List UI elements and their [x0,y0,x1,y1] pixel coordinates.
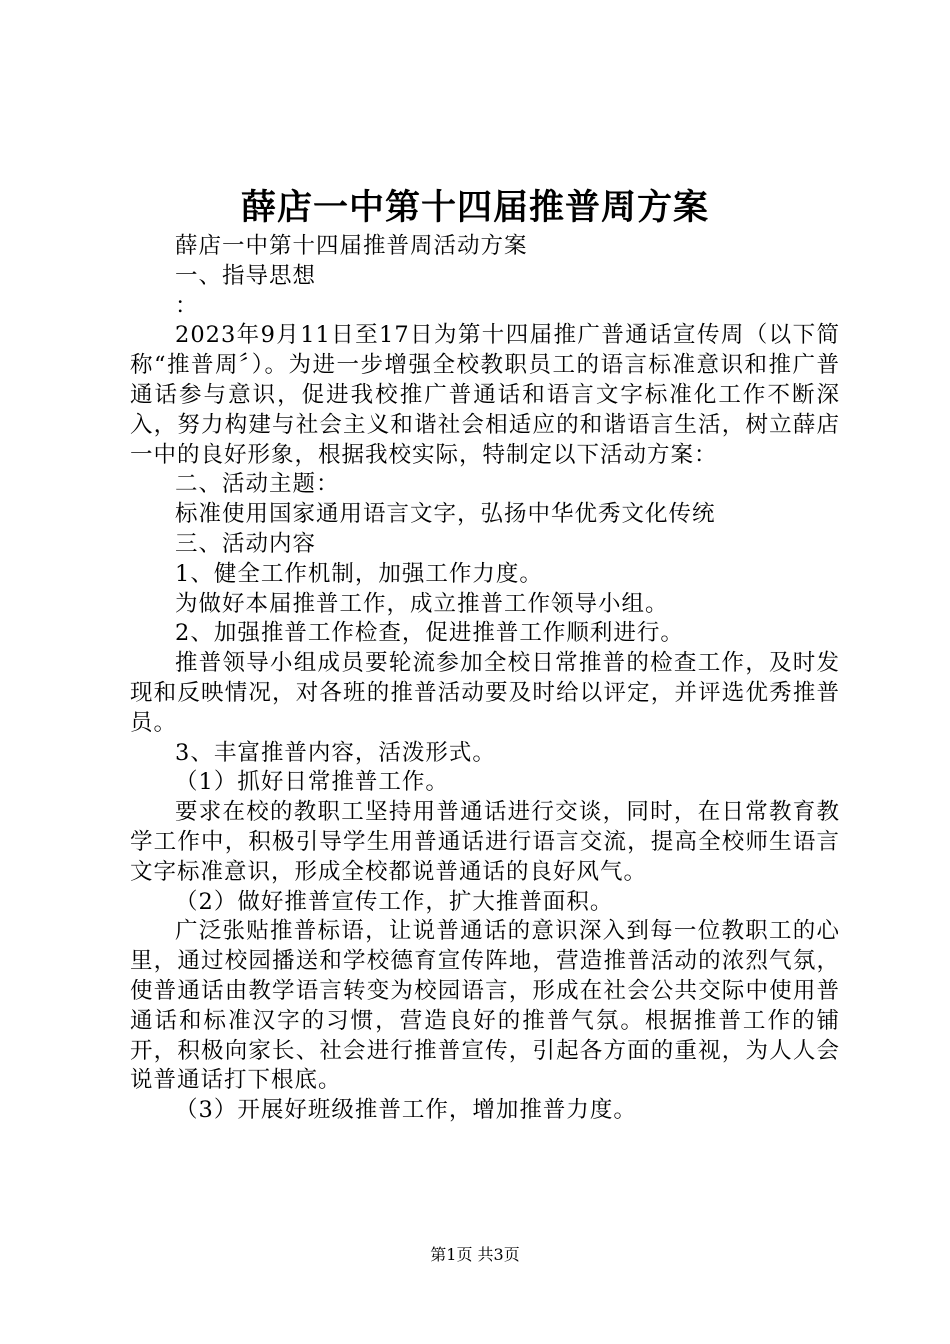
subtitle-paragraph: 薛店一中第十四届推普周活动方案 [175,233,528,259]
paragraph-theme: 标准使用国家通用语言文字，弘扬中华优秀文化传统 [175,501,716,528]
paragraph-item-2: 推普领导小组成员要轮流参加全校日常推普的检查工作，及时发现和反映情况，对各班的推普活动要及时给以评定，并评选优秀推普员。 [130,650,840,736]
paragraph-subitem-1: 要求在校的教职工坚持用普通话进行交谈，同时，在日常教育教学工作中，积极引导学生用普通话进行语言交流，提高全校师生语言文字标准意识，形成全校都说普通话的良好风气。 [130,799,840,885]
document-body [130,232,840,1126]
colon-line: ： [175,292,199,319]
item-heading-1: 1、健全工作机制，加强工作力度。 [175,560,543,587]
section-heading-theme: 二、活动主题： [175,471,340,498]
subitem-heading-3: （3）开展好班级推普工作，增加推普力度。 [175,1097,637,1124]
page-number-footer: 第1页 共3页 [430,1245,520,1264]
document-title: 薛店一中第十四届推普周方案 [240,187,709,228]
section-heading-guiding-ideology: 一、指导思想 [175,262,317,289]
paragraph-intro: 2023年9月11日至17日为第十四届推广普通话宣传周（以下简称“推普周〞）。为进一步增强全校教职员工的语言标准意识和推广普通话参与意识，促进我校推广普通话和语言文字标准化工作不断深入，努力构建与社会主义和谐社会相适应的和谐语言生活，树立薛店一中的良好形象，根据我校实际，特制定以下活动方案： [130,322,840,468]
item-heading-2: 2、加强推普工作检查，促进推普工作顺利进行。 [175,620,684,647]
subitem-heading-2: （2）做好推普宣传工作，扩大推普面积。 [175,888,614,915]
paragraph-item-1: 为做好本届推普工作，成立推普工作领导小组。 [175,590,669,617]
section-heading-content: 三、活动内容 [175,530,317,557]
item-heading-3: 3、丰富推普内容，活泼形式。 [175,739,496,766]
subitem-heading-1: （1）抓好日常推普工作。 [175,769,449,796]
paragraph-subitem-2: 广泛张贴推普标语，让说普通话的意识深入到每一位教职工的心里，通过校园播送和学校德育宣传阵地，营造推普活动的浓烈气氛，使普通话由教学语言转变为校园语言，形成在社会公共交际中使用普通话和标准汉字的习惯，营造良好的推普气氛。根据推普工作的铺开，积极向家长、社会进行推普宣传，引起各方面的重视，为人人会说普通话打下根底。 [130,918,840,1094]
